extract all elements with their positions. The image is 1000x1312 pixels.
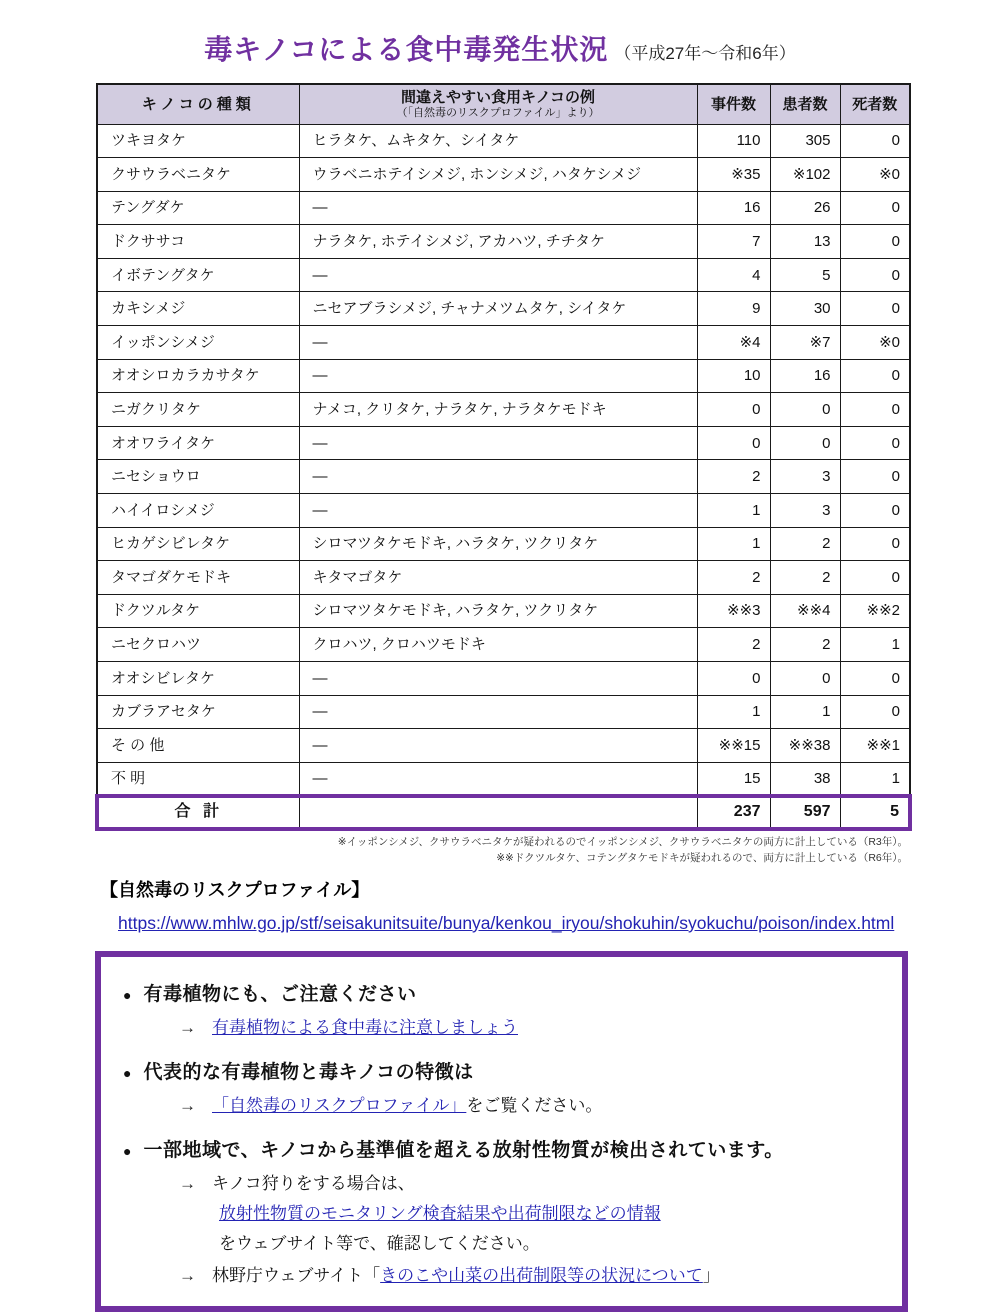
patient-count-cell: ※7 [770,326,840,360]
table-footnotes [95,835,908,865]
total-example-cell [299,796,697,830]
death-count-cell: 0 [840,460,910,494]
bullet-icon: ● [123,1143,132,1160]
notice-box [95,951,908,1312]
incident-count-cell: ※※3 [697,594,770,628]
table-row [97,762,910,796]
mushroom-name-cell: イッポンシメジ [97,326,299,360]
table-total [97,796,910,830]
table-row [97,258,910,292]
notice-radiation-title: 一部地域で、キノコから基準値を超える放射性物質が検出されています。 [143,1140,784,1162]
patient-count-cell: 0 [770,662,840,696]
patient-count-cell: 305 [770,124,840,158]
table-header-row [97,84,910,124]
incident-count-cell: 2 [697,628,770,662]
notice-item-plants [123,979,886,1006]
rinya-prefix: 林野庁ウェブサイト「 [212,1266,381,1286]
notice-plants-link-line [179,1013,886,1038]
table-row [97,225,910,259]
footnote-double-asterisk: ※※ドクツルタケ、コテングタケモドキが疑われるので、両方に計上している（R6年）。 [496,851,908,864]
incident-count-cell: 15 [697,762,770,796]
incident-count-cell: 1 [697,527,770,561]
table-row [97,191,910,225]
death-count-cell: ※0 [840,326,910,360]
death-count-cell: 1 [840,628,910,662]
notice-radiation-line1 [179,1169,886,1194]
mushroom-name-cell: カブラアセタケ [97,695,299,729]
total-incident-count-cell: 237 [697,796,770,830]
notice-features-link-line [179,1091,886,1116]
edible-example-cell: クロハツ, クロハツモドキ [299,628,697,662]
poisonous-mushroom-table [95,83,912,831]
death-count-cell: 0 [840,662,910,696]
mushroom-name-cell: そ の 他 [97,729,299,763]
header-edible-example-sub: （「自然毒のリスクプロファイル」より） [396,106,600,119]
notice-radiation-line2 [219,1199,886,1224]
mushroom-name-cell: クサウラベニタケ [97,158,299,192]
patient-count-cell: 2 [770,561,840,595]
edible-example-cell: キタマゴタケ [299,561,697,595]
notice-features-suffix: をご覧ください。 [466,1096,603,1116]
table-header [97,84,910,124]
table-row [97,729,910,763]
death-count-cell: ※0 [840,158,910,192]
incident-count-cell: 10 [697,359,770,393]
mushroom-name-cell: 不 明 [97,762,299,796]
incident-count-cell: 2 [697,460,770,494]
incident-count-cell: ※※15 [697,729,770,763]
patient-count-cell: 5 [770,258,840,292]
patient-count-cell: ※※4 [770,594,840,628]
table-body [97,124,910,796]
monitoring-results-link[interactable]: 放射性物質のモニタリング検査結果や出荷制限などの情報 [219,1204,661,1224]
patient-count-cell: 16 [770,359,840,393]
notice-item-radiation [123,1135,886,1162]
incident-count-cell: 1 [697,695,770,729]
arrow-icon: → [179,1266,196,1286]
death-count-cell: 0 [840,561,910,595]
patient-count-cell: 1 [770,695,840,729]
incident-count-cell: 7 [697,225,770,259]
patient-count-cell: 13 [770,225,840,259]
edible-example-cell: ― [299,729,697,763]
plant-poisoning-link[interactable]: 有毒植物による食中毒に注意しましょう [212,1018,518,1038]
patient-count-cell: 30 [770,292,840,326]
title-main: 毒キノコによる食中毒発生状況 [204,34,609,65]
edible-example-cell: ヒラタケ、ムキタケ、シイタケ [299,124,697,158]
edible-example-cell: ― [299,460,697,494]
table-row [97,594,910,628]
table-row [97,292,910,326]
incident-count-cell: 0 [697,393,770,427]
header-edible-example [299,84,697,124]
title-period: （平成27年〜令和6年） [614,44,796,63]
edible-example-cell: ― [299,494,697,528]
page-title [0,0,1000,68]
edible-example-cell: ― [299,359,697,393]
table-row [97,527,910,561]
incident-count-cell: 1 [697,494,770,528]
edible-example-cell: シロマツタケモドキ, ハラタケ, ツクリタケ [299,527,697,561]
edible-example-cell: ― [299,191,697,225]
edible-example-cell: ニセアブラシメジ, チャナメツムタケ, シイタケ [299,292,697,326]
notice-radiation-text3: をウェブサイト等で、確認してください。 [219,1234,540,1254]
notice-features-title: 代表的な有毒植物と毒キノコの特徴は [143,1062,474,1084]
bullet-icon: ● [123,987,132,1004]
risk-profile-url-wrap [118,910,918,937]
table-row [97,426,910,460]
mushroom-name-cell: ニセショウロ [97,460,299,494]
patient-count-cell: 0 [770,393,840,427]
death-count-cell: 0 [840,695,910,729]
edible-example-cell: ナメコ, クリタケ, ナラタケ, ナラタケモドキ [299,393,697,427]
mushroom-name-cell: ヒカゲシビレタケ [97,527,299,561]
mushroom-name-cell: ツキヨタケ [97,124,299,158]
forestry-agency-link[interactable]: きのこや山菜の出荷制限等の状況について [380,1266,703,1286]
arrow-icon: → [179,1174,196,1194]
notice-radiation-line3 [219,1229,886,1254]
death-count-cell: 0 [840,359,910,393]
total-label-cell: 合 計 [97,796,299,830]
edible-example-cell: ナラタケ, ホテイシメジ, アカハツ, チチタケ [299,225,697,259]
footnote-single-asterisk: ※イッポンシメジ、クサウラベニタケが疑われるのでイッポンシメジ、クサウラベニタケの両方に計上している（R3年）。 [337,836,908,849]
incident-count-cell: ※35 [697,158,770,192]
patient-count-cell: ※102 [770,158,840,192]
rinya-suffix: 」 [702,1266,720,1286]
death-count-cell: 0 [840,191,910,225]
death-count-cell: 0 [840,527,910,561]
mushroom-name-cell: イボテングタケ [97,258,299,292]
rinya-link-wrap [212,1261,720,1286]
incident-count-cell: 0 [697,662,770,696]
patient-count-cell: 3 [770,494,840,528]
incident-count-cell: ※4 [697,326,770,360]
mushroom-name-cell: ドクツルタケ [97,594,299,628]
patient-count-cell: 26 [770,191,840,225]
mushroom-name-cell: タマゴダケモドキ [97,561,299,595]
death-count-cell: 0 [840,426,910,460]
table-row [97,628,910,662]
edible-example-cell: ― [299,662,697,696]
patient-count-cell: 2 [770,527,840,561]
mushroom-name-cell: テングダケ [97,191,299,225]
table-row [97,695,910,729]
total-row [97,796,910,830]
table-row [97,662,910,696]
total-death-count-cell: 5 [840,796,910,830]
header-mushroom-type: キノコの種類 [97,84,299,124]
death-count-cell: 0 [840,494,910,528]
incident-count-cell: 9 [697,292,770,326]
table-row [97,494,910,528]
table-row [97,158,910,192]
death-count-cell: ※※1 [840,729,910,763]
edible-example-cell: ウラベニホテイシメジ, ホンシメジ, ハタケシメジ [299,158,697,192]
header-edible-example-main: 間違えやすい食用キノコの例 [401,89,595,107]
header-patient-count: 患者数 [770,84,840,124]
death-count-cell: 1 [840,762,910,796]
incident-count-cell: 2 [697,561,770,595]
header-death-count: 死者数 [840,84,910,124]
patient-count-cell: 0 [770,426,840,460]
mushroom-name-cell: オオシビレタケ [97,662,299,696]
total-patient-count-cell: 597 [770,796,840,830]
mushroom-name-cell: オオシロカラカサタケ [97,359,299,393]
edible-example-cell: ― [299,258,697,292]
mushroom-name-cell: ニガクリタケ [97,393,299,427]
edible-example-cell: ― [299,762,697,796]
death-count-cell: 0 [840,393,910,427]
notice-radiation-line4 [179,1261,886,1286]
death-count-cell: 0 [840,225,910,259]
notice-item-features [123,1057,886,1084]
table-row [97,359,910,393]
death-count-cell: ※※2 [840,594,910,628]
patient-count-cell: 38 [770,762,840,796]
incident-count-cell: 4 [697,258,770,292]
death-count-cell: 0 [840,292,910,326]
edible-example-cell: ― [299,326,697,360]
edible-example-cell: ― [299,426,697,460]
mushroom-name-cell: ニセクロハツ [97,628,299,662]
mushroom-name-cell: ドクササコ [97,225,299,259]
notice-plants-title: 有毒植物にも、ご注意ください [143,984,417,1006]
table-row [97,124,910,158]
mushroom-name-cell: オオワライタケ [97,426,299,460]
edible-example-cell: シロマツタケモドキ, ハラタケ, ツクリタケ [299,594,697,628]
bullet-icon: ● [123,1065,132,1082]
edible-example-cell: ― [299,695,697,729]
mushroom-name-cell: カキシメジ [97,292,299,326]
incident-count-cell: 110 [697,124,770,158]
risk-profile-url-link[interactable]: https://www.mhlw.go.jp/stf/seisakunitsuite/bunya/kenkou_iryou/shokuhin/syokuchu/poison/index.html [118,912,895,933]
death-count-cell: 0 [840,124,910,158]
incident-count-cell: 0 [697,426,770,460]
table-row [97,326,910,360]
table-row [97,393,910,427]
risk-profile-heading: 【自然毒のリスクプロファイル】 [100,879,370,900]
arrow-icon: → [179,1018,196,1038]
incident-count-cell: 16 [697,191,770,225]
notice-radiation-text1: キノコ狩りをする場合は、 [212,1174,415,1194]
header-incident-count: 事件数 [697,84,770,124]
patient-count-cell: ※※38 [770,729,840,763]
notice-features-link-wrap [212,1091,602,1116]
death-count-cell: 0 [840,258,910,292]
arrow-icon: → [179,1096,196,1116]
patient-count-cell: 3 [770,460,840,494]
mushroom-name-cell: ハイイロシメジ [97,494,299,528]
risk-profile-inline-link[interactable]: 「自然毒のリスクプロファイル」 [212,1096,467,1116]
patient-count-cell: 2 [770,628,840,662]
table-row [97,561,910,595]
table-row [97,460,910,494]
